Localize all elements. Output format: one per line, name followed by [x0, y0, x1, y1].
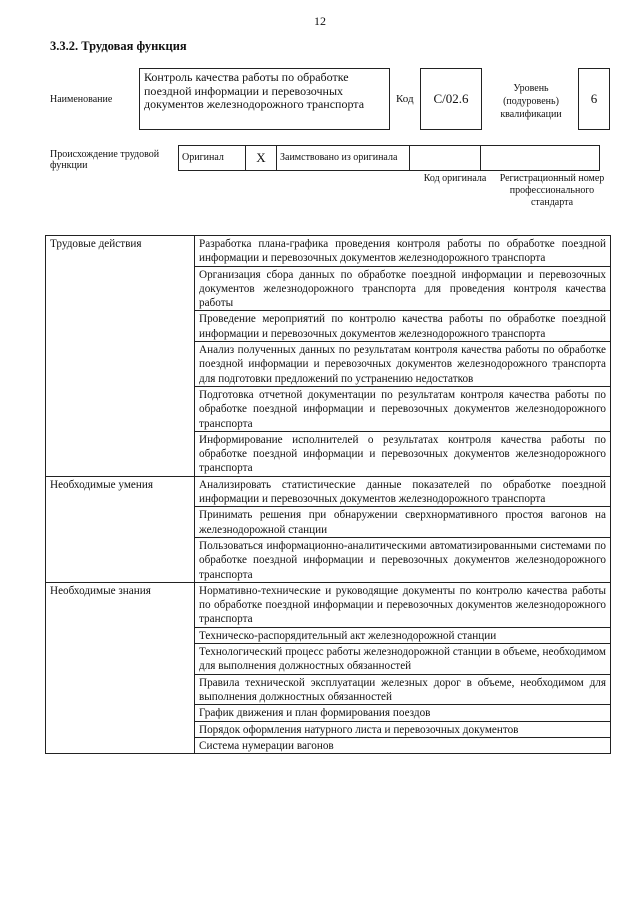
item-cell: Информирование исполнителей о результатах контроля качества работы по обработке поездной информации и перевозочных документов железнодорожного транспорта	[195, 431, 611, 476]
item-cell: Правила технической эксплуатации железных дорог в объеме, необходимом для выполнения должностных обязанностей	[195, 674, 611, 705]
page-number: 12	[314, 14, 326, 28]
origin-table	[178, 145, 600, 171]
table-row	[46, 236, 611, 267]
item-cell: Технологический процесс работы железнодорожной станции в объеме, необходимом для выполнения должностных обязанностей	[195, 644, 611, 675]
category-cell: Трудовые действия	[46, 236, 195, 477]
original-mark: X	[256, 149, 266, 165]
section-title: 3.3.2. Трудовая функция	[50, 39, 187, 53]
code-original-cell	[410, 146, 481, 171]
item-cell: Разработка плана-графика проведения контроля работы по обработке поездной информации и перевозочных документов железнодорожного транспорта	[195, 236, 611, 267]
borrowed-text: Заимствовано из оригинала	[280, 151, 398, 163]
level-value: 6	[590, 91, 598, 106]
code-value: С/02.6	[433, 91, 469, 106]
original-mark-cell	[246, 146, 277, 171]
name-label: Наименование	[50, 94, 113, 105]
code-box	[420, 68, 482, 130]
item-cell: Порядок оформления натурного листа и перевозочных документов	[195, 721, 611, 737]
item-cell: Подготовка отчетной документации по результатам контроля качества работы по обработке поездной информации и перевозочных документов железнодорожного транспорта	[195, 386, 611, 431]
function-name-value: Контроль качества работы по обработке поездной информации и перевозочных документов железнодорожного транспорта	[144, 70, 365, 111]
item-cell: Проведение мероприятий по контролю качества работы по обработке поездной информации и перевозочных документов железнодорожного транспорта	[195, 311, 611, 342]
category-cell: Необходимые знания	[46, 582, 195, 753]
table-row	[46, 476, 611, 507]
original-text: Оригинал	[182, 151, 224, 163]
item-cell: Система нумерации вагонов	[195, 737, 611, 753]
item-cell: Нормативно-технические и руководящие документы по контролю качества работы по обработке поездной информации и перевозочных документов железнодорожного транспорта	[195, 582, 611, 627]
reg-number-caption: Регистрационный номер профессионального стандарта	[499, 173, 605, 208]
origin-label: Происхождение трудовой функции	[50, 149, 160, 171]
table-row	[46, 582, 611, 627]
reg-number-cell	[481, 146, 600, 171]
item-cell: Принимать решения при обнаружении сверхнормативного простоя вагонов на железнодорожной станции	[195, 507, 611, 538]
item-cell: Организация сбора данных по обработке поездной информации и перевозочных документов железнодорожного транспорта для проведения контроля качества работы	[195, 266, 611, 311]
function-content-table	[45, 235, 611, 754]
item-cell: Техническо-распорядительный акт железнодорожной станции	[195, 627, 611, 643]
level-label: Уровень (подуровень) квалификации	[500, 83, 562, 120]
borrowed-cell	[277, 146, 410, 171]
category-cell: Необходимые умения	[46, 476, 195, 582]
function-name-box	[139, 68, 390, 130]
item-cell: График движения и план формирования поездов	[195, 705, 611, 721]
level-box	[578, 68, 610, 130]
original-cell	[179, 146, 246, 171]
item-cell: Анализировать статистические данные показателей по обработке поездной информации и перевозочных документов железнодорожного транспорта	[195, 476, 611, 507]
code-label: Код	[396, 93, 414, 105]
item-cell: Анализ полученных данных по результатам контроля качества работы по обработке поездной информации и перевозочных документов железнодорожного транспорта для подготовки предложений по устранению недостатков	[195, 342, 611, 387]
code-original-caption: Код оригинала	[423, 173, 487, 184]
item-cell: Пользоваться информационно-аналитическими автоматизированными системами по обработке поездной информации и перевозочных документов железнодорожного транспорта	[195, 537, 611, 582]
